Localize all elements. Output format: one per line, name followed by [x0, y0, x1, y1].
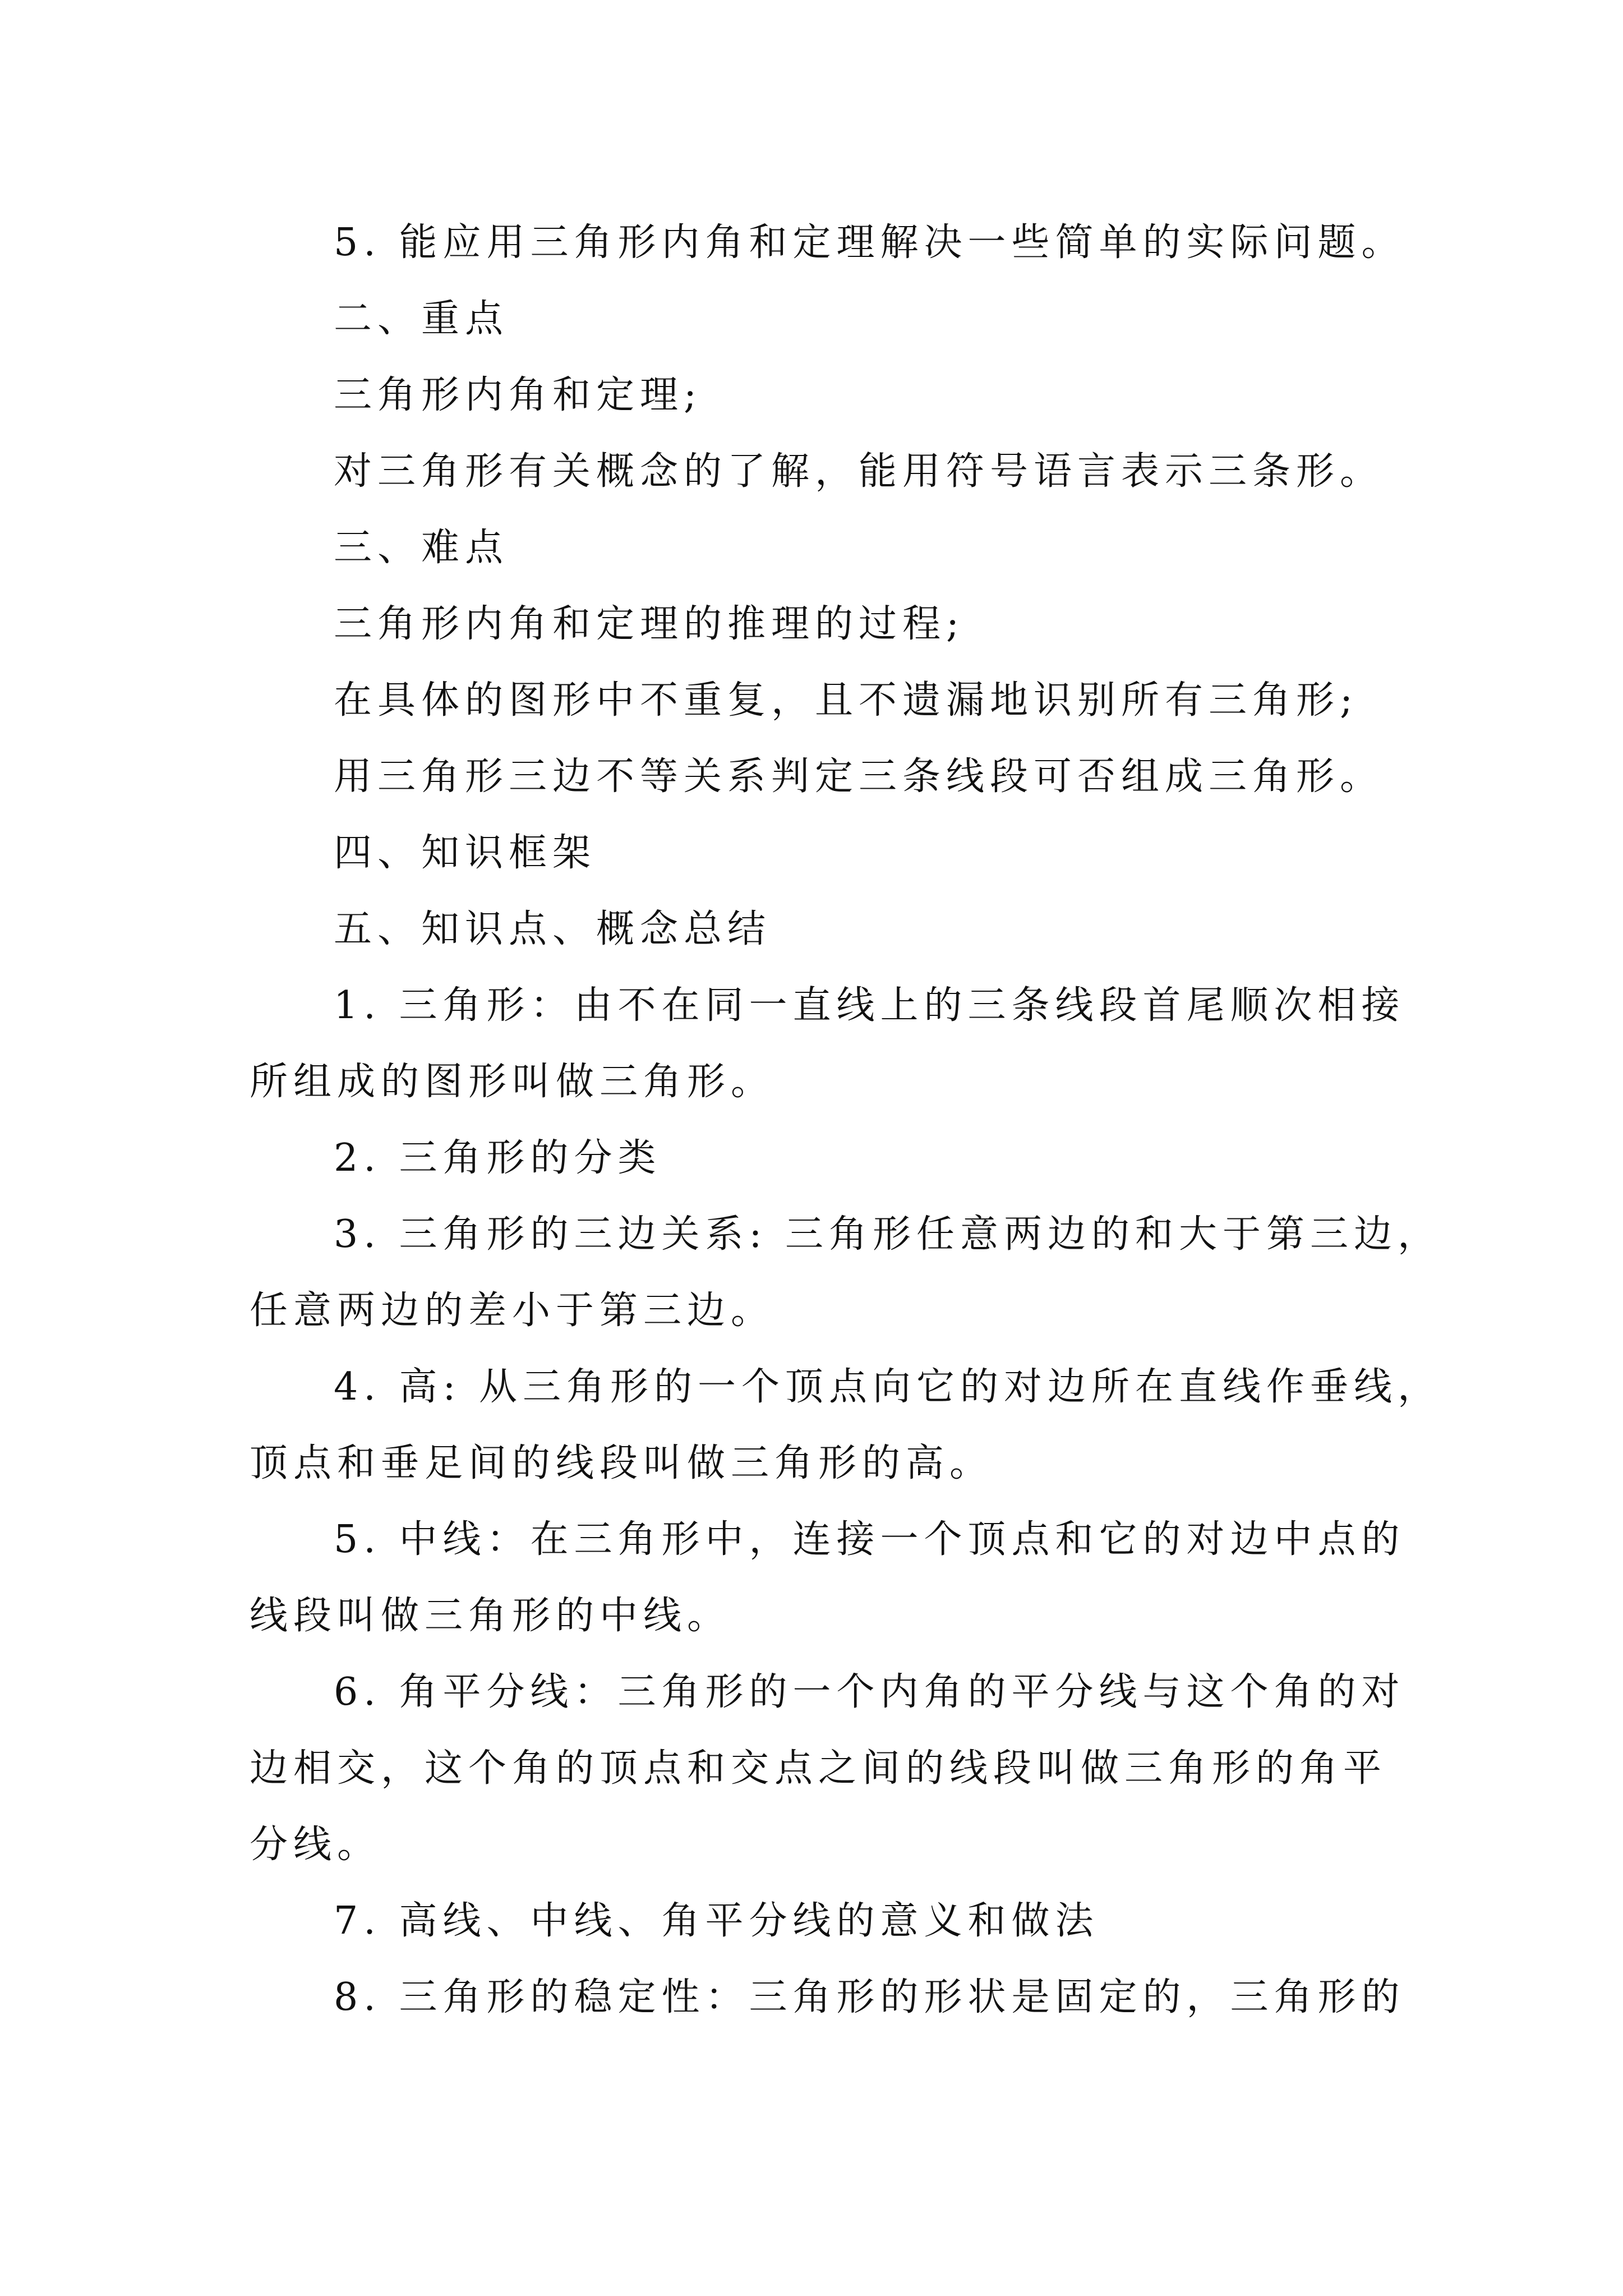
paragraph-line: 4. 高: 从三角形的一个顶点向它的对边所在直线作垂线，	[334, 1365, 1442, 1409]
paragraph-line: 5. 能应用三角形内角和定理解决一些简单的实际问题。	[334, 220, 1405, 265]
paragraph-line: 所组成的图形叫做三角形。	[250, 1060, 775, 1104]
paragraph-line: 任意两边的差小于第三边。	[250, 1289, 775, 1333]
paragraph-line: 线段叫做三角形的中线。	[250, 1594, 731, 1638]
section-heading: 五、知识点、概念总结	[334, 907, 772, 951]
section-heading: 二、重点	[334, 297, 509, 341]
paragraph-line: 顶点和垂足间的线段叫做三角形的高。	[250, 1441, 994, 1485]
paragraph-line: 边相交，这个角的顶点和交点之间的线段叫做三角形的角平	[250, 1746, 1387, 1791]
paragraph-line: 在具体的图形中不重复，且不遗漏地识别所有三角形;	[334, 678, 1358, 723]
paragraph-line: 6. 角平分线：三角形的一个内角的平分线与这个角的对	[334, 1670, 1405, 1714]
paragraph-line: 对三角形有关概念的了解，能用符号语言表示三条形。	[334, 449, 1384, 494]
paragraph-line: 3. 三角形的三边关系: 三角形任意两边的和大于第三边，	[334, 1212, 1442, 1257]
paragraph-line: 2. 三角形的分类	[334, 1136, 662, 1180]
paragraph-line: 7. 高线、中线、角平分线的意义和做法	[334, 1899, 1099, 1943]
paragraph-line: 三角形内角和定理;	[334, 373, 702, 417]
section-heading: 四、知识框架	[334, 831, 597, 875]
paragraph-line: 分线。	[250, 1823, 381, 1867]
document-body	[250, 205, 1442, 2036]
paragraph-line: 用三角形三边不等关系判定三条线段可否组成三角形。	[334, 754, 1384, 799]
paragraph-line: 三角形内角和定理的推理的过程;	[334, 602, 965, 646]
section-heading: 三、难点	[334, 526, 509, 570]
paragraph-line: 5. 中线：在三角形中，连接一个顶点和它的对边中点的	[334, 1517, 1405, 1562]
paragraph-line: 1. 三角形：由不在同一直线上的三条线段首尾顺次相接	[334, 983, 1405, 1028]
paragraph-line: 8. 三角形的稳定性：三角形的形状是固定的，三角形的	[334, 1975, 1405, 2019]
